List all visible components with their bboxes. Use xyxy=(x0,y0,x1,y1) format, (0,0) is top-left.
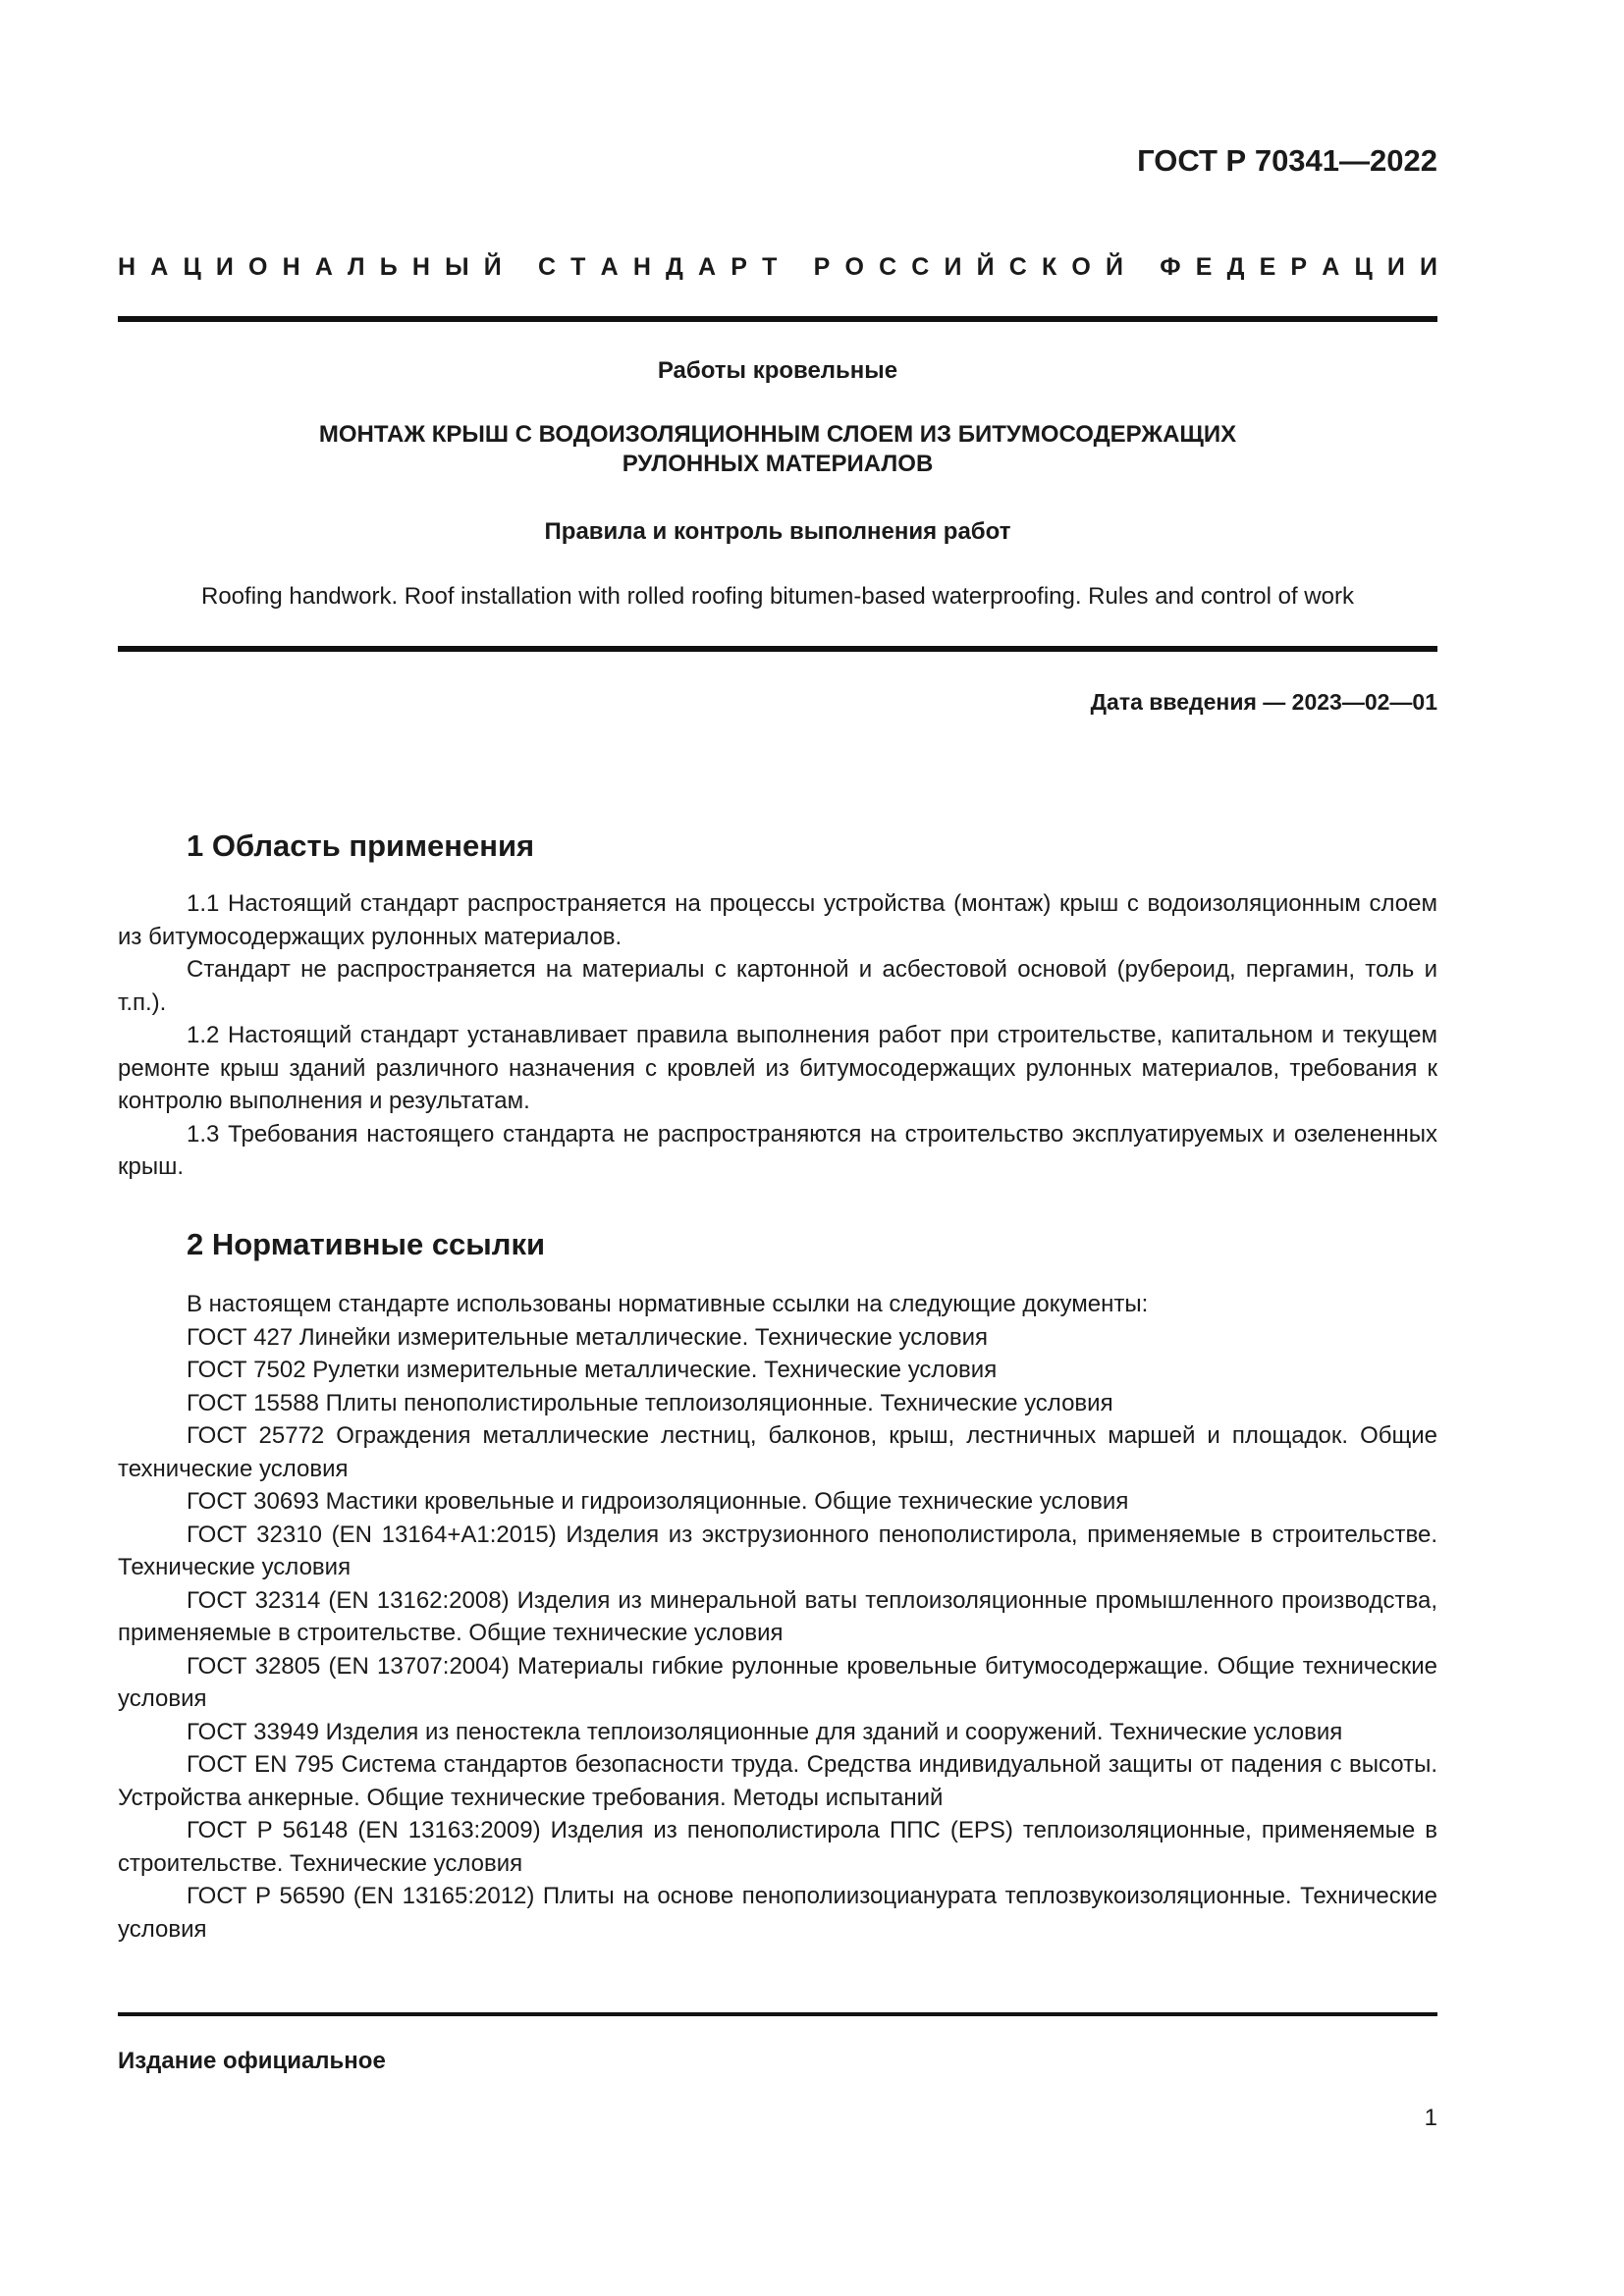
section-2-heading: 2 Нормативные ссылки xyxy=(187,1227,546,1261)
reference-item: ГОСТ EN 795 Система стандартов безопасности труда. Средства индивидуальной защиты от падения с высоты. Устройства анкерные. Общие технические требования. Методы испытаний xyxy=(118,1751,1437,1811)
section-1-body xyxy=(118,887,1437,1184)
reference-item: ГОСТ 32805 (EN 13707:2004) Материалы гибкие рулонные кровельные битумосодержащие. Общие технические условия xyxy=(118,1652,1437,1712)
footer-divider xyxy=(118,2012,1437,2016)
document-category: Работы кровельные xyxy=(657,357,898,384)
header-divider xyxy=(118,316,1437,322)
document-subtitle: Правила и контроль выполнения работ xyxy=(544,518,1011,545)
paragraph: 1.1 Настоящий стандарт распространяется на процессы устройства (монтаж) крыш с водоизоляционным слоем из битумосодержащих рулонных материалов. xyxy=(118,890,1437,950)
paragraph: 1.3 Требования настоящего стандарта не распространяются на строительство эксплуатируемых и озелененных крыш. xyxy=(118,1120,1437,1180)
reference-item: ГОСТ Р 56590 (EN 13165:2012) Плиты на основе пенополиизоцианурата теплозвукоизоляционные. Технические условия xyxy=(118,1883,1437,1943)
section-1-heading: 1 Область применения xyxy=(187,828,535,863)
reference-item: ГОСТ 33949 Изделия из пеностекла теплоизоляционные для зданий и сооружений. Технические условия xyxy=(187,1718,1343,1745)
main-title-line-2: РУЛОННЫХ МАТЕРИАЛОВ xyxy=(622,451,934,477)
reference-item: ГОСТ 30693 Мастики кровельные и гидроизоляционные. Общие технические условия xyxy=(187,1488,1129,1515)
introduction-date: Дата введения — 2023—02—01 xyxy=(1090,689,1437,715)
page-number: 1 xyxy=(1424,2105,1437,2131)
reference-item: ГОСТ 15588 Плиты пенополистирольные теплоизоляционные. Технические условия xyxy=(187,1389,1113,1416)
document-main-title xyxy=(118,420,1437,479)
reference-item: ГОСТ Р 56148 (EN 13163:2009) Изделия из пенополистирола ППС (EPS) теплоизоляционные, применяемые в строительстве. Технические условия xyxy=(118,1817,1437,1877)
reference-item: ГОСТ 25772 Ограждения металлические лестниц, балконов, крыш, лестничных маршей и площадок. Общие технические условия xyxy=(118,1422,1437,1482)
reference-item: ГОСТ 32310 (EN 13164+A1:2015) Изделия из экструзионного пенополистирола, применяемые в строительстве. Технические условия xyxy=(118,1521,1437,1580)
paragraph: Стандарт не распространяется на материалы с картонной и асбестовой основой (рубероид, пергамин, толь и т.п.). xyxy=(118,956,1437,1016)
document-code: ГОСТ Р 70341—2022 xyxy=(1137,143,1437,178)
english-title: Roofing handwork. Roof installation with rolled roofing bitumen-based waterproofing. Rules and control of work xyxy=(201,583,1354,610)
reference-item: В настоящем стандарте использованы нормативные ссылки на следующие документы: xyxy=(187,1291,1149,1317)
paragraph: 1.2 Настоящий стандарт устанавливает правила выполнения работ при строительстве, капитальном и текущем ремонте крыш зданий различного назначения с кровлей из битумосодержащих рулонных материалов, требования к контролю выполнения и результатам. xyxy=(118,1022,1437,1114)
reference-item: ГОСТ 32314 (EN 13162:2008) Изделия из минеральной ваты теплоизоляционные промышленного производства, применяемые в строительстве. Общие технические условия xyxy=(118,1586,1437,1646)
reference-item: ГОСТ 427 Линейки измерительные металлические. Технические условия xyxy=(187,1323,988,1351)
national-standard-banner: Н А Ц И О Н А Л Ь Н Ы Й С Т А Н Д А Р Т Р О С С И Й С К О Й Ф Е Д Е Р А Ц И И xyxy=(118,253,1437,281)
section-2-body xyxy=(118,1288,1437,1946)
main-title-line-1: МОНТАЖ КРЫШ С ВОДОИЗОЛЯЦИОННЫМ СЛОЕМ ИЗ БИТУМОСОДЕРЖАЩИХ xyxy=(318,421,1237,448)
title-divider xyxy=(118,646,1437,652)
reference-item: ГОСТ 7502 Рулетки измерительные металлические. Технические условия xyxy=(187,1357,998,1383)
official-edition-label: Издание официальное xyxy=(118,2048,386,2074)
